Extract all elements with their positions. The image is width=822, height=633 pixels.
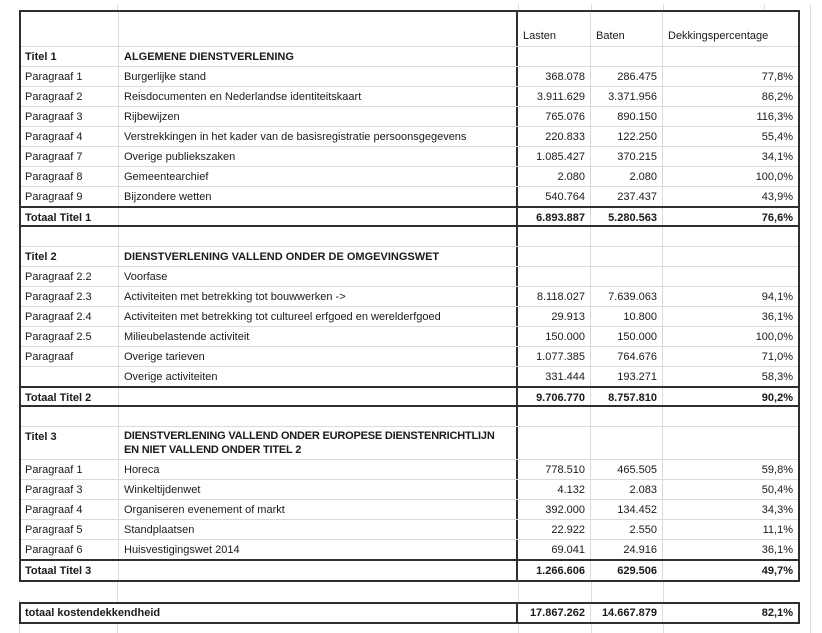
description-cell: Activiteiten met betrekking tot bouwwerken -> [119,287,518,306]
total-label-cell: Totaal Titel 2 [21,388,119,405]
lasten-value-cell: 4.132 [518,480,591,499]
spacer-row [21,227,798,247]
header-empty-label-cell [21,12,119,46]
spacer-cell [21,227,119,246]
column-header-lasten: Lasten [518,12,591,46]
baten-value-cell: 2.550 [591,520,663,539]
lasten-value-cell: 2.080 [518,167,591,186]
baten-value-cell: 286.475 [591,67,663,86]
description-cell: Overige publiekszaken [119,147,518,166]
table-sections [21,47,798,580]
gridline-right-margin [810,4,811,633]
dekking-value-cell: 34,1% [761,151,793,163]
paragraph-label-cell: Paragraaf 2.2 [21,267,119,286]
spacer-cell [663,227,798,246]
spacer-cell [119,407,518,426]
baten-value-cell: 764.676 [591,347,663,366]
section-title-text: DIENSTVERLENING VALLEND ONDER EUROPESE DIENSTENRICHTLIJN EN NIET VALLEND ONDER TITEL 2 [119,427,518,459]
paragraph-row [21,520,798,540]
grand-total-lasten: 17.867.262 [518,604,591,622]
paragraph-label-cell: Paragraaf 6 [21,540,119,559]
paragraph-label-cell: Paragraaf 4 [21,500,119,519]
paragraph-row [21,87,798,107]
description-cell: Voorfase [119,267,518,286]
dekking-value-cell: 94,1% [761,291,793,303]
paragraph-row [21,500,798,520]
column-header-baten: Baten [591,12,663,46]
lasten-value-cell: 392.000 [518,500,591,519]
dekking-value-cell: 50,4% [761,484,793,496]
baten-value-cell: 150.000 [591,327,663,346]
total-dekking-cell: 76,6% [761,212,793,224]
paragraph-row [21,480,798,500]
paragraph-row [21,287,798,307]
lasten-value-cell: 22.922 [518,520,591,539]
lasten-value-cell: 368.078 [518,67,591,86]
total-desc-cell [119,561,518,580]
description-cell: Organiseren evenement of markt [119,500,518,519]
spacer-cell [663,407,798,426]
description-cell: Bijzondere wetten [119,187,518,206]
baten-value-cell: 193.271 [591,367,663,386]
grand-total-row [21,604,798,622]
dekking-cell [663,427,798,459]
dekking-value-cell: 36,1% [761,544,793,556]
total-label-cell: Totaal Titel 1 [21,208,119,225]
paragraph-label-cell: Paragraaf 5 [21,520,119,539]
total-dekking-cell: 49,7% [761,565,793,577]
baten-value-cell: 2.083 [591,480,663,499]
description-cell: Horeca [119,460,518,479]
total-lasten-cell: 1.266.606 [518,561,591,580]
dekking-value-cell: 100,0% [755,331,793,343]
dekking-cell [663,47,798,66]
total-baten-cell: 629.506 [591,561,663,580]
baten-value-cell: 3.371.956 [591,87,663,106]
paragraph-label-cell: Paragraaf 8 [21,167,119,186]
paragraph-label-cell: Paragraaf 1 [21,67,119,86]
dekking-value-cell: 77,8% [761,71,793,83]
dekking-value-cell: 116,3% [756,111,793,123]
baten-value-cell: 122.250 [591,127,663,146]
description-cell: Milieubelastende activiteit [119,327,518,346]
baten-value-cell: 10.800 [591,307,663,326]
lasten-value-cell: 150.000 [518,327,591,346]
section-total-row-titel-2 [21,386,798,407]
paragraph-label-cell: Paragraaf 9 [21,187,119,206]
paragraph-row [21,347,798,367]
spacer-cell [21,407,119,426]
baten-cell [591,247,663,266]
total-desc-cell [119,388,518,405]
grand-total-baten: 14.667.879 [591,604,663,622]
baten-value-cell [591,267,663,286]
paragraph-label-cell: Paragraaf 7 [21,147,119,166]
lasten-value-cell: 8.118.027 [518,287,591,306]
section-total-row-titel-3 [21,559,798,580]
paragraph-label-cell [21,367,119,386]
paragraph-row [21,107,798,127]
dekking-value-cell: 59,8% [761,464,793,476]
description-cell: Reisdocumenten en Nederlandse identiteitskaart [119,87,518,106]
section-title-label: Titel 2 [21,247,119,266]
baten-value-cell: 465.505 [591,460,663,479]
paragraph-row [21,67,798,87]
paragraph-label-cell: Paragraaf 1 [21,460,119,479]
dekking-value-cell: 36,1% [761,311,793,323]
lasten-value-cell: 331.444 [518,367,591,386]
total-baten-cell: 8.757.810 [591,388,663,405]
grand-total-table [19,602,800,624]
lasten-value-cell: 540.764 [518,187,591,206]
spacer-cell [518,407,591,426]
baten-cell [591,47,663,66]
baten-value-cell: 370.215 [591,147,663,166]
paragraph-row [21,127,798,147]
lasten-value-cell: 3.911.629 [518,87,591,106]
section-title-label: Titel 3 [21,427,119,459]
paragraph-label-cell: Paragraaf 2.4 [21,307,119,326]
paragraph-row [21,540,798,560]
description-cell: Overige tarieven [119,347,518,366]
paragraph-row [21,187,798,207]
baten-value-cell: 24.916 [591,540,663,559]
section-total-row-titel-1 [21,206,798,227]
paragraph-row [21,167,798,187]
main-table [19,10,800,582]
paragraph-row [21,327,798,347]
section-title-text: ALGEMENE DIENSTVERLENING [119,47,518,66]
total-desc-cell [119,208,518,225]
grand-total-label: totaal kostendekkendheid [21,604,518,622]
dekking-value-cell: 34,3% [761,504,793,516]
paragraph-label-cell: Paragraaf 4 [21,127,119,146]
dekking-value-cell: 100,0% [755,171,793,183]
column-header-dekkingspercentage: Dekkingspercentage [668,30,769,42]
total-lasten-cell: 9.706.770 [518,388,591,405]
baten-cell [591,427,663,459]
dekking-value-cell: 55,4% [761,131,793,143]
dekking-value-cell: 58,3% [761,371,793,383]
dekking-cell [663,247,798,266]
baten-value-cell: 134.452 [591,500,663,519]
paragraph-row [21,267,798,287]
lasten-value-cell: 29.913 [518,307,591,326]
total-baten-cell: 5.280.563 [591,208,663,225]
lasten-value-cell [518,267,591,286]
description-cell: Rijbewijzen [119,107,518,126]
section-title-row-titel-3 [21,427,798,460]
paragraph-row [21,367,798,387]
paragraph-row [21,307,798,327]
description-cell: Activiteiten met betrekking tot cultureel erfgoed en werelderfgoed [119,307,518,326]
spacer-cell [518,227,591,246]
paragraph-label-cell: Paragraaf 2.5 [21,327,119,346]
lasten-cell [518,247,591,266]
dekking-value-cell: 71,0% [761,351,793,363]
paragraph-label-cell: Paragraaf [21,347,119,366]
lasten-cell [518,427,591,459]
section-title-text: DIENSTVERLENING VALLEND ONDER DE OMGEVINGSWET [119,247,518,266]
description-cell: Verstrekkingen in het kader van de basisregistratie persoonsgegevens [119,127,518,146]
total-label-cell: Totaal Titel 3 [21,561,119,580]
spacer-cell [591,407,663,426]
dekking-value-cell: 11,1% [762,524,793,536]
spacer-row [21,407,798,427]
column-header-row [21,12,798,47]
dekking-value-cell: 86,2% [761,91,793,103]
total-dekking-cell: 90,2% [761,392,793,404]
description-cell: Huisvestigingswet 2014 [119,540,518,559]
header-empty-desc-cell [119,12,518,46]
paragraph-label-cell: Paragraaf 3 [21,107,119,126]
section-title-label: Titel 1 [21,47,119,66]
lasten-value-cell: 220.833 [518,127,591,146]
spacer-cell [591,227,663,246]
description-cell: Standplaatsen [119,520,518,539]
baten-value-cell: 7.639.063 [591,287,663,306]
description-cell: Overige activiteiten [119,367,518,386]
paragraph-label-cell: Paragraaf 2.3 [21,287,119,306]
lasten-cell [518,47,591,66]
total-lasten-cell: 6.893.887 [518,208,591,225]
section-title-row-titel-1 [21,47,798,67]
dekking-value-cell [663,267,798,286]
lasten-value-cell: 765.076 [518,107,591,126]
lasten-value-cell: 69.041 [518,540,591,559]
description-cell: Burgerlijke stand [119,67,518,86]
section-title-row-titel-2 [21,247,798,267]
description-cell: Gemeentearchief [119,167,518,186]
dekking-value-cell: 43,9% [761,191,793,203]
paragraph-row [21,460,798,480]
baten-value-cell: 237.437 [591,187,663,206]
grand-total-dekking: 82,1% [761,607,793,619]
spacer-cell [119,227,518,246]
lasten-value-cell: 1.085.427 [518,147,591,166]
baten-value-cell: 890.150 [591,107,663,126]
paragraph-label-cell: Paragraaf 3 [21,480,119,499]
lasten-value-cell: 778.510 [518,460,591,479]
lasten-value-cell: 1.077.385 [518,347,591,366]
paragraph-label-cell: Paragraaf 2 [21,87,119,106]
baten-value-cell: 2.080 [591,167,663,186]
paragraph-row [21,147,798,167]
description-cell: Winkeltijdenwet [119,480,518,499]
